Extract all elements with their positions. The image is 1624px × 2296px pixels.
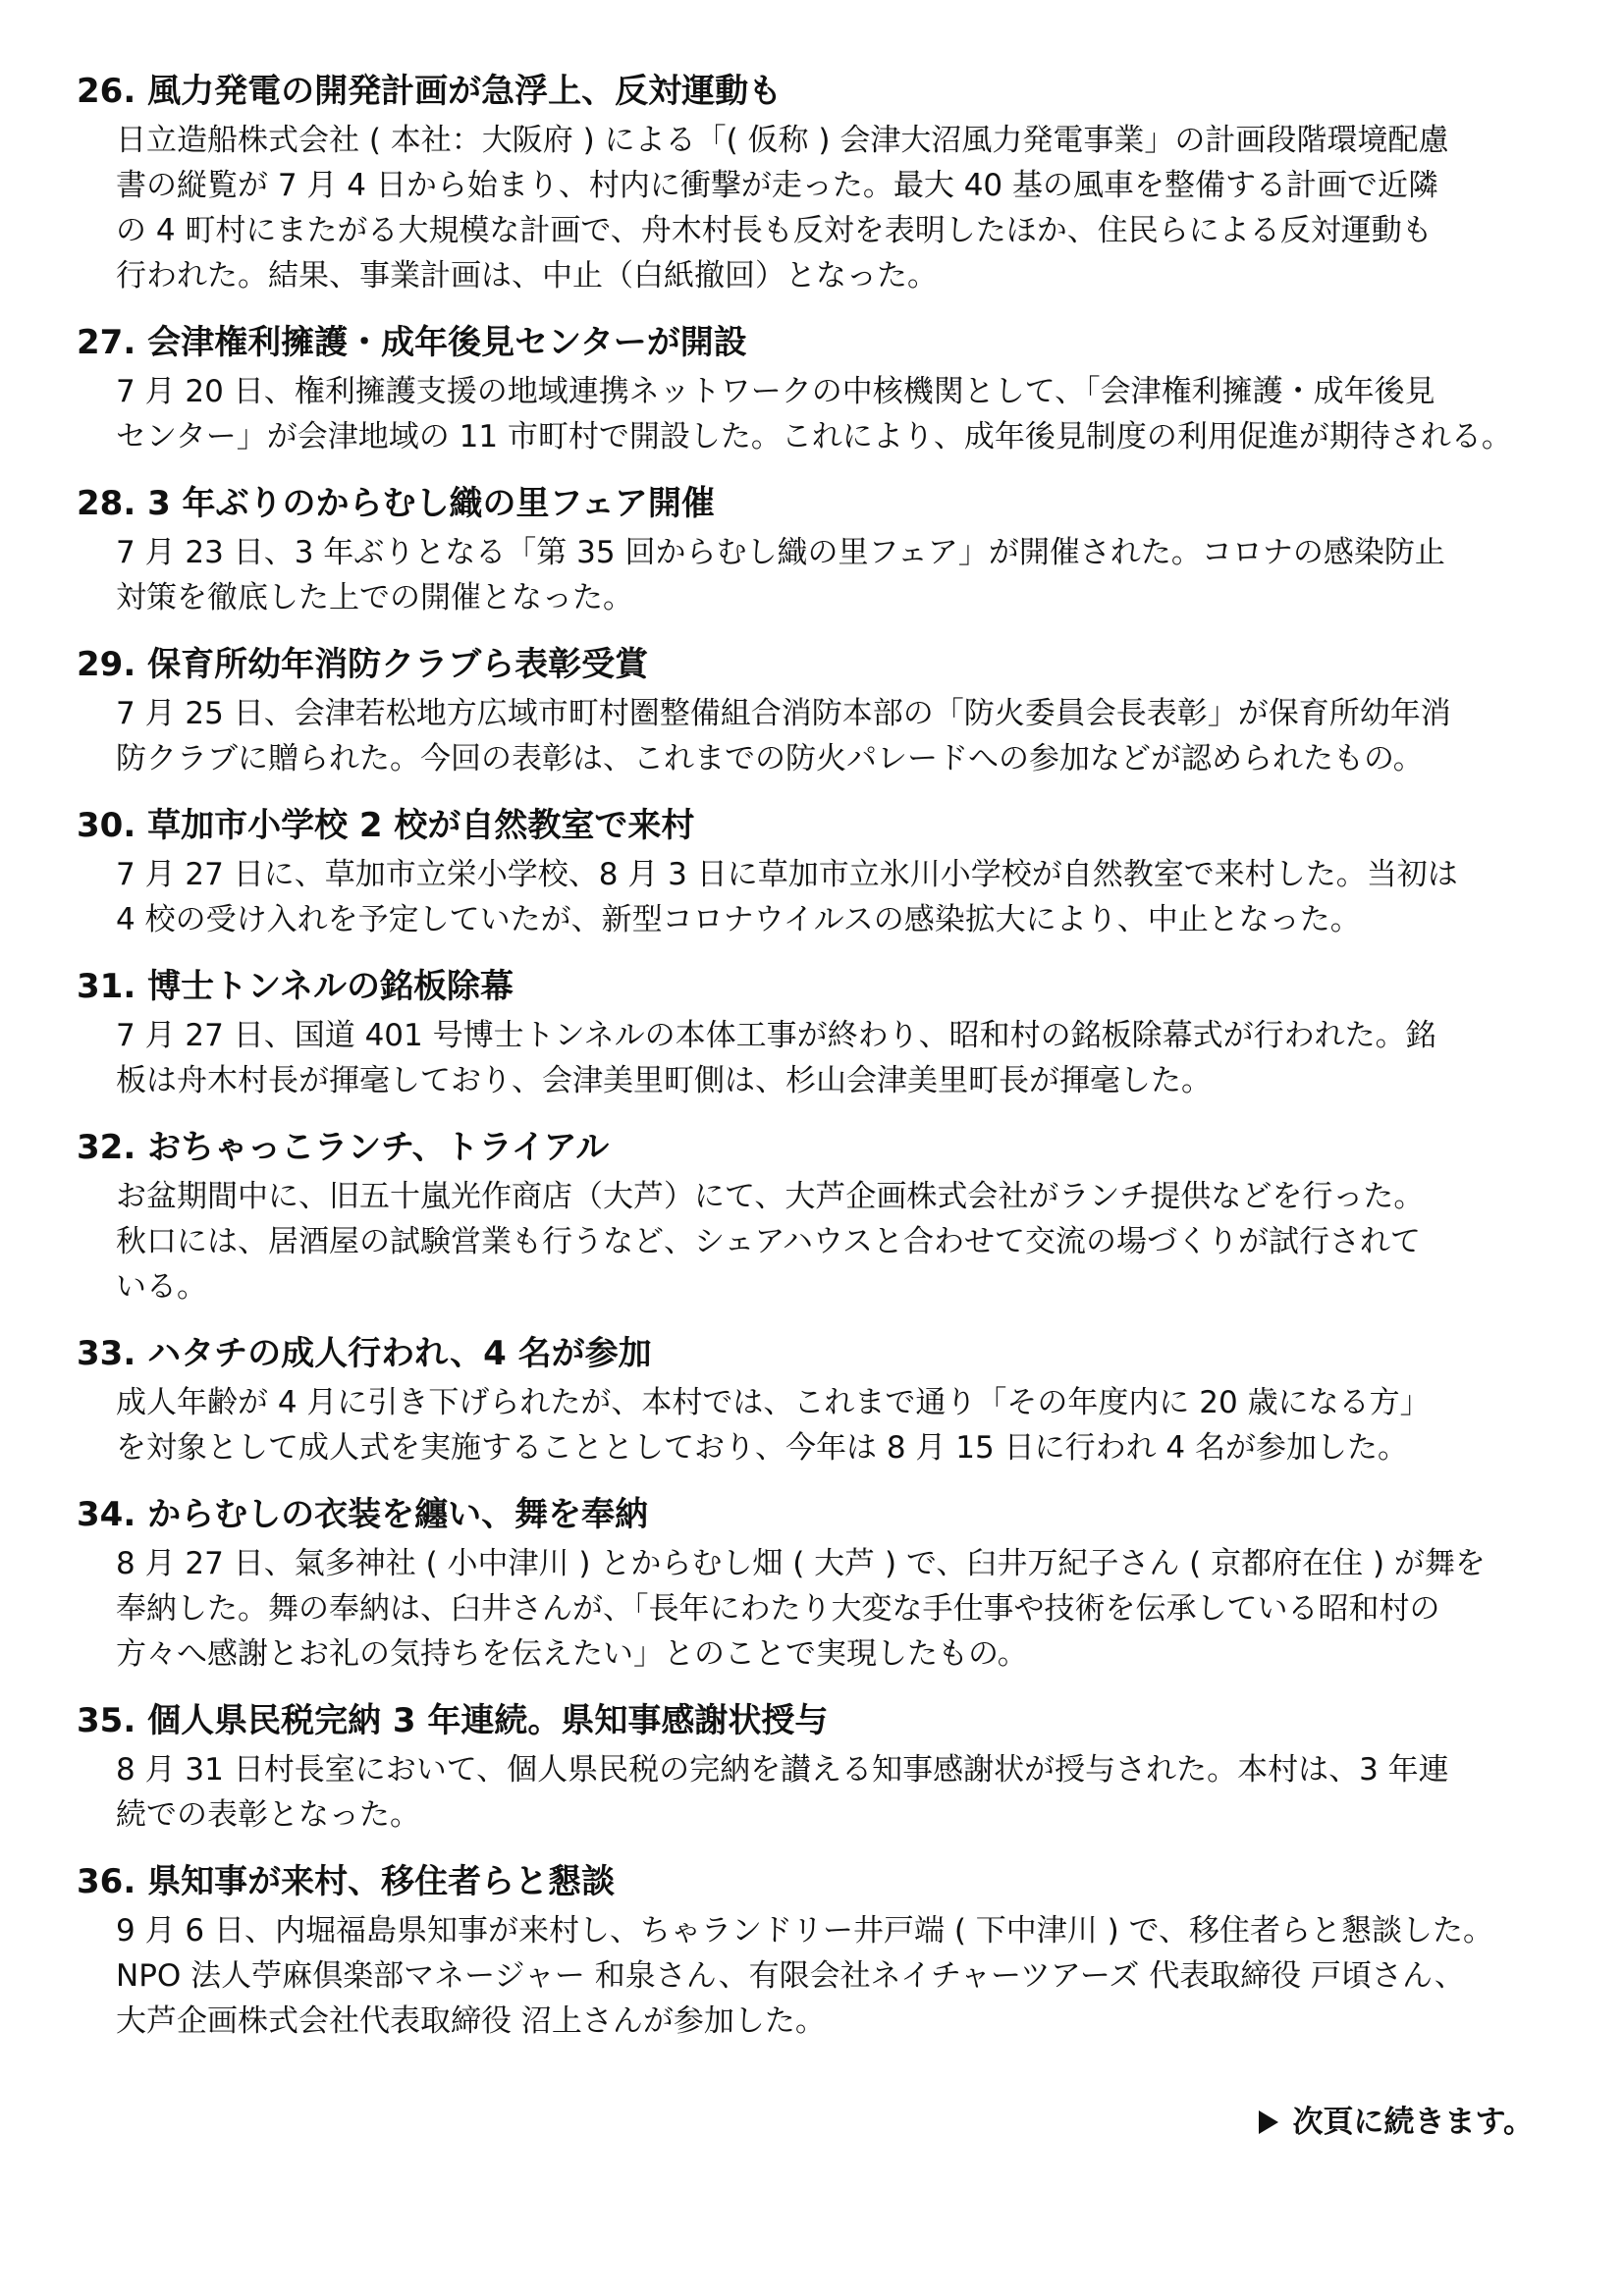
- news-item-title: 31. 博士トンネルの銘板除幕: [77, 967, 514, 1006]
- news-item: [77, 803, 1549, 942]
- news-item-line: 日立造船株式会社 ( 本社：大阪府 ) による「( 仮称 ) 会津大沼風力発電事業」の計画段階環境配慮: [116, 123, 1449, 158]
- news-item-body: [116, 1380, 1549, 1470]
- news-item: [77, 481, 1549, 620]
- news-item-line: 板は舟木村長が揮毫しており、会津美里町側は、杉山会津美里町長が揮毫した。: [116, 1063, 1212, 1098]
- news-item: [77, 642, 1549, 781]
- news-item-body: [116, 530, 1549, 620]
- news-item-line: 7 月 23 日、3 年ぶりとなる「第 35 回からむし織の里フェア」が開催された。コロナの感染防止: [116, 535, 1445, 570]
- news-item-line: 行われた。結果、事業計画は、中止（白紙撤回）となった。: [116, 258, 938, 294]
- news-item-title: 27. 会津権利擁護・成年後見センターが開設: [77, 323, 747, 362]
- news-item-line: 4 校の受け入れを予定していたが、新型コロナウイルスの感染拡大により、中止となった。: [116, 902, 1361, 937]
- news-item-title: 35. 個人県民税完納 3 年連続。県知事感謝状授与: [77, 1701, 829, 1740]
- news-item-title: 28. 3 年ぶりのからむし織の里フェア開催: [77, 484, 715, 523]
- news-item-line: 9 月 6 日、内堀福島県知事が来村し、ちゃランドリー井戸端 ( 下中津川 ) で、移住者らと懇談した。: [116, 1913, 1493, 1949]
- news-item-line: を対象として成人式を実施することとしており、今年は 8 月 15 日に行われ 4 名が参加した。: [116, 1430, 1409, 1466]
- news-item-line: 防クラブに贈られた。今回の表彰は、これまでの防火パレードへの参加などが認められたもの。: [116, 741, 1424, 776]
- news-item: [77, 69, 1549, 298]
- news-item-line: センター」が会津地域の 11 市町村で開設した。これにより、成年後見制度の利用促進が期待される。: [116, 419, 1512, 454]
- news-item-body: [116, 369, 1549, 459]
- news-item-line: 8 月 31 日村長室において、個人県民税の完納を讃える知事感謝状が授与された。本村は、3 年連: [116, 1752, 1449, 1788]
- continue-text: 次頁に続きます。: [1292, 2105, 1534, 2140]
- news-item-line: 奉納した。舞の奉納は、臼井さんが、「長年にわたり大変な手仕事や技術を伝承している昭和村の: [116, 1591, 1440, 1627]
- news-item-body: [116, 1013, 1549, 1103]
- news-item-body: [116, 852, 1549, 942]
- news-item: [77, 1698, 1549, 1838]
- news-item-title: 36. 県知事が来村、移住者らと懇談: [77, 1862, 616, 1901]
- news-item-line: 8 月 27 日、氣多神社 ( 小中津川 ) とからむし畑 ( 大芦 ) で、臼井万紀子さん ( 京都府在住 ) が舞を: [116, 1546, 1486, 1581]
- news-item: [77, 1125, 1549, 1309]
- news-item-line: 大芦企画株式会社代表取締役 沼上さんが参加した。: [116, 2003, 826, 2039]
- news-item-line: 対策を徹底した上での開催となった。: [116, 580, 633, 615]
- news-item-line: いる。: [116, 1269, 207, 1305]
- news-item-line: 続での表彰となった。: [116, 1797, 420, 1833]
- news-item-body: [116, 1174, 1549, 1309]
- news-item-line: の 4 町村にまたがる大規模な計画で、舟木村長も反対を表明したほか、住民らによる反対運動も: [116, 213, 1433, 248]
- news-item: [77, 964, 1549, 1103]
- news-item: [77, 1492, 1549, 1677]
- news-list: [77, 69, 1549, 2065]
- news-item-title: 26. 風力発電の開発計画が急浮上、反対運動も: [77, 72, 783, 111]
- news-item-line: 7 月 20 日、権利擁護支援の地域連携ネットワークの中核機関として、「会津権利擁護・成年後見: [116, 374, 1435, 409]
- news-item: [77, 320, 1549, 459]
- news-item-body: [116, 1747, 1549, 1838]
- news-item-line: 成人年齢が 4 月に引き下げられたが、本村では、これまで通り「その年度内に 20 歳になる方」: [116, 1385, 1431, 1420]
- news-item-title: 32. おちゃっこランチ、トライアル: [77, 1128, 610, 1167]
- news-item-line: 7 月 27 日、国道 401 号博士トンネルの本体工事が終わり、昭和村の銘板除幕式が行われた。銘: [116, 1018, 1436, 1053]
- right-triangle-icon: [1259, 2110, 1278, 2134]
- news-item-body: [116, 118, 1549, 298]
- news-item-title: 29. 保育所幼年消防クラブら表彰受賞: [77, 645, 649, 684]
- news-item-title: 34. からむしの衣装を纏い、舞を奉納: [77, 1495, 649, 1534]
- news-item-body: [116, 1541, 1549, 1677]
- continue-note: [1259, 2103, 1534, 2142]
- news-item-body: [116, 691, 1549, 781]
- news-item-line: 7 月 25 日、会津若松地方広域市町村圏整備組合消防本部の「防火委員会長表彰」が保育所幼年消: [116, 696, 1451, 731]
- news-item-title: 30. 草加市小学校 2 校が自然教室で来村: [77, 806, 695, 845]
- news-item-body: [116, 1908, 1549, 2044]
- news-item-line: 書の縦覧が 7 月 4 日から始まり、村内に衝撃が走った。最大 40 基の風車を整備する計画で近隣: [116, 168, 1439, 203]
- news-item-title: 33. ハタチの成人行われ、4 名が参加: [77, 1334, 652, 1373]
- news-item: [77, 1331, 1549, 1470]
- news-item-line: NPO 法人苧麻倶楽部マネージャー 和泉さん、有限会社ネイチャーツアーズ 代表取締役 戸頃さん、: [116, 1958, 1465, 1994]
- news-item-line: お盆期間中に、旧五十嵐光作商店（大芦）にて、大芦企画株式会社がランチ提供などを行った。: [116, 1179, 1425, 1214]
- news-item-line: 秋口には、居酒屋の試験営業も行うなど、シェアハウスと合わせて交流の場づくりが試行されて: [116, 1224, 1421, 1259]
- news-item-line: 7 月 27 日に、草加市立栄小学校、8 月 3 日に草加市立氷川小学校が自然教室で来村した。当初は: [116, 857, 1458, 892]
- news-item-line: 方々へ感謝とお礼の気持ちを伝えたい」とのことで実現したもの。: [116, 1636, 1028, 1672]
- news-item: [77, 1859, 1549, 2044]
